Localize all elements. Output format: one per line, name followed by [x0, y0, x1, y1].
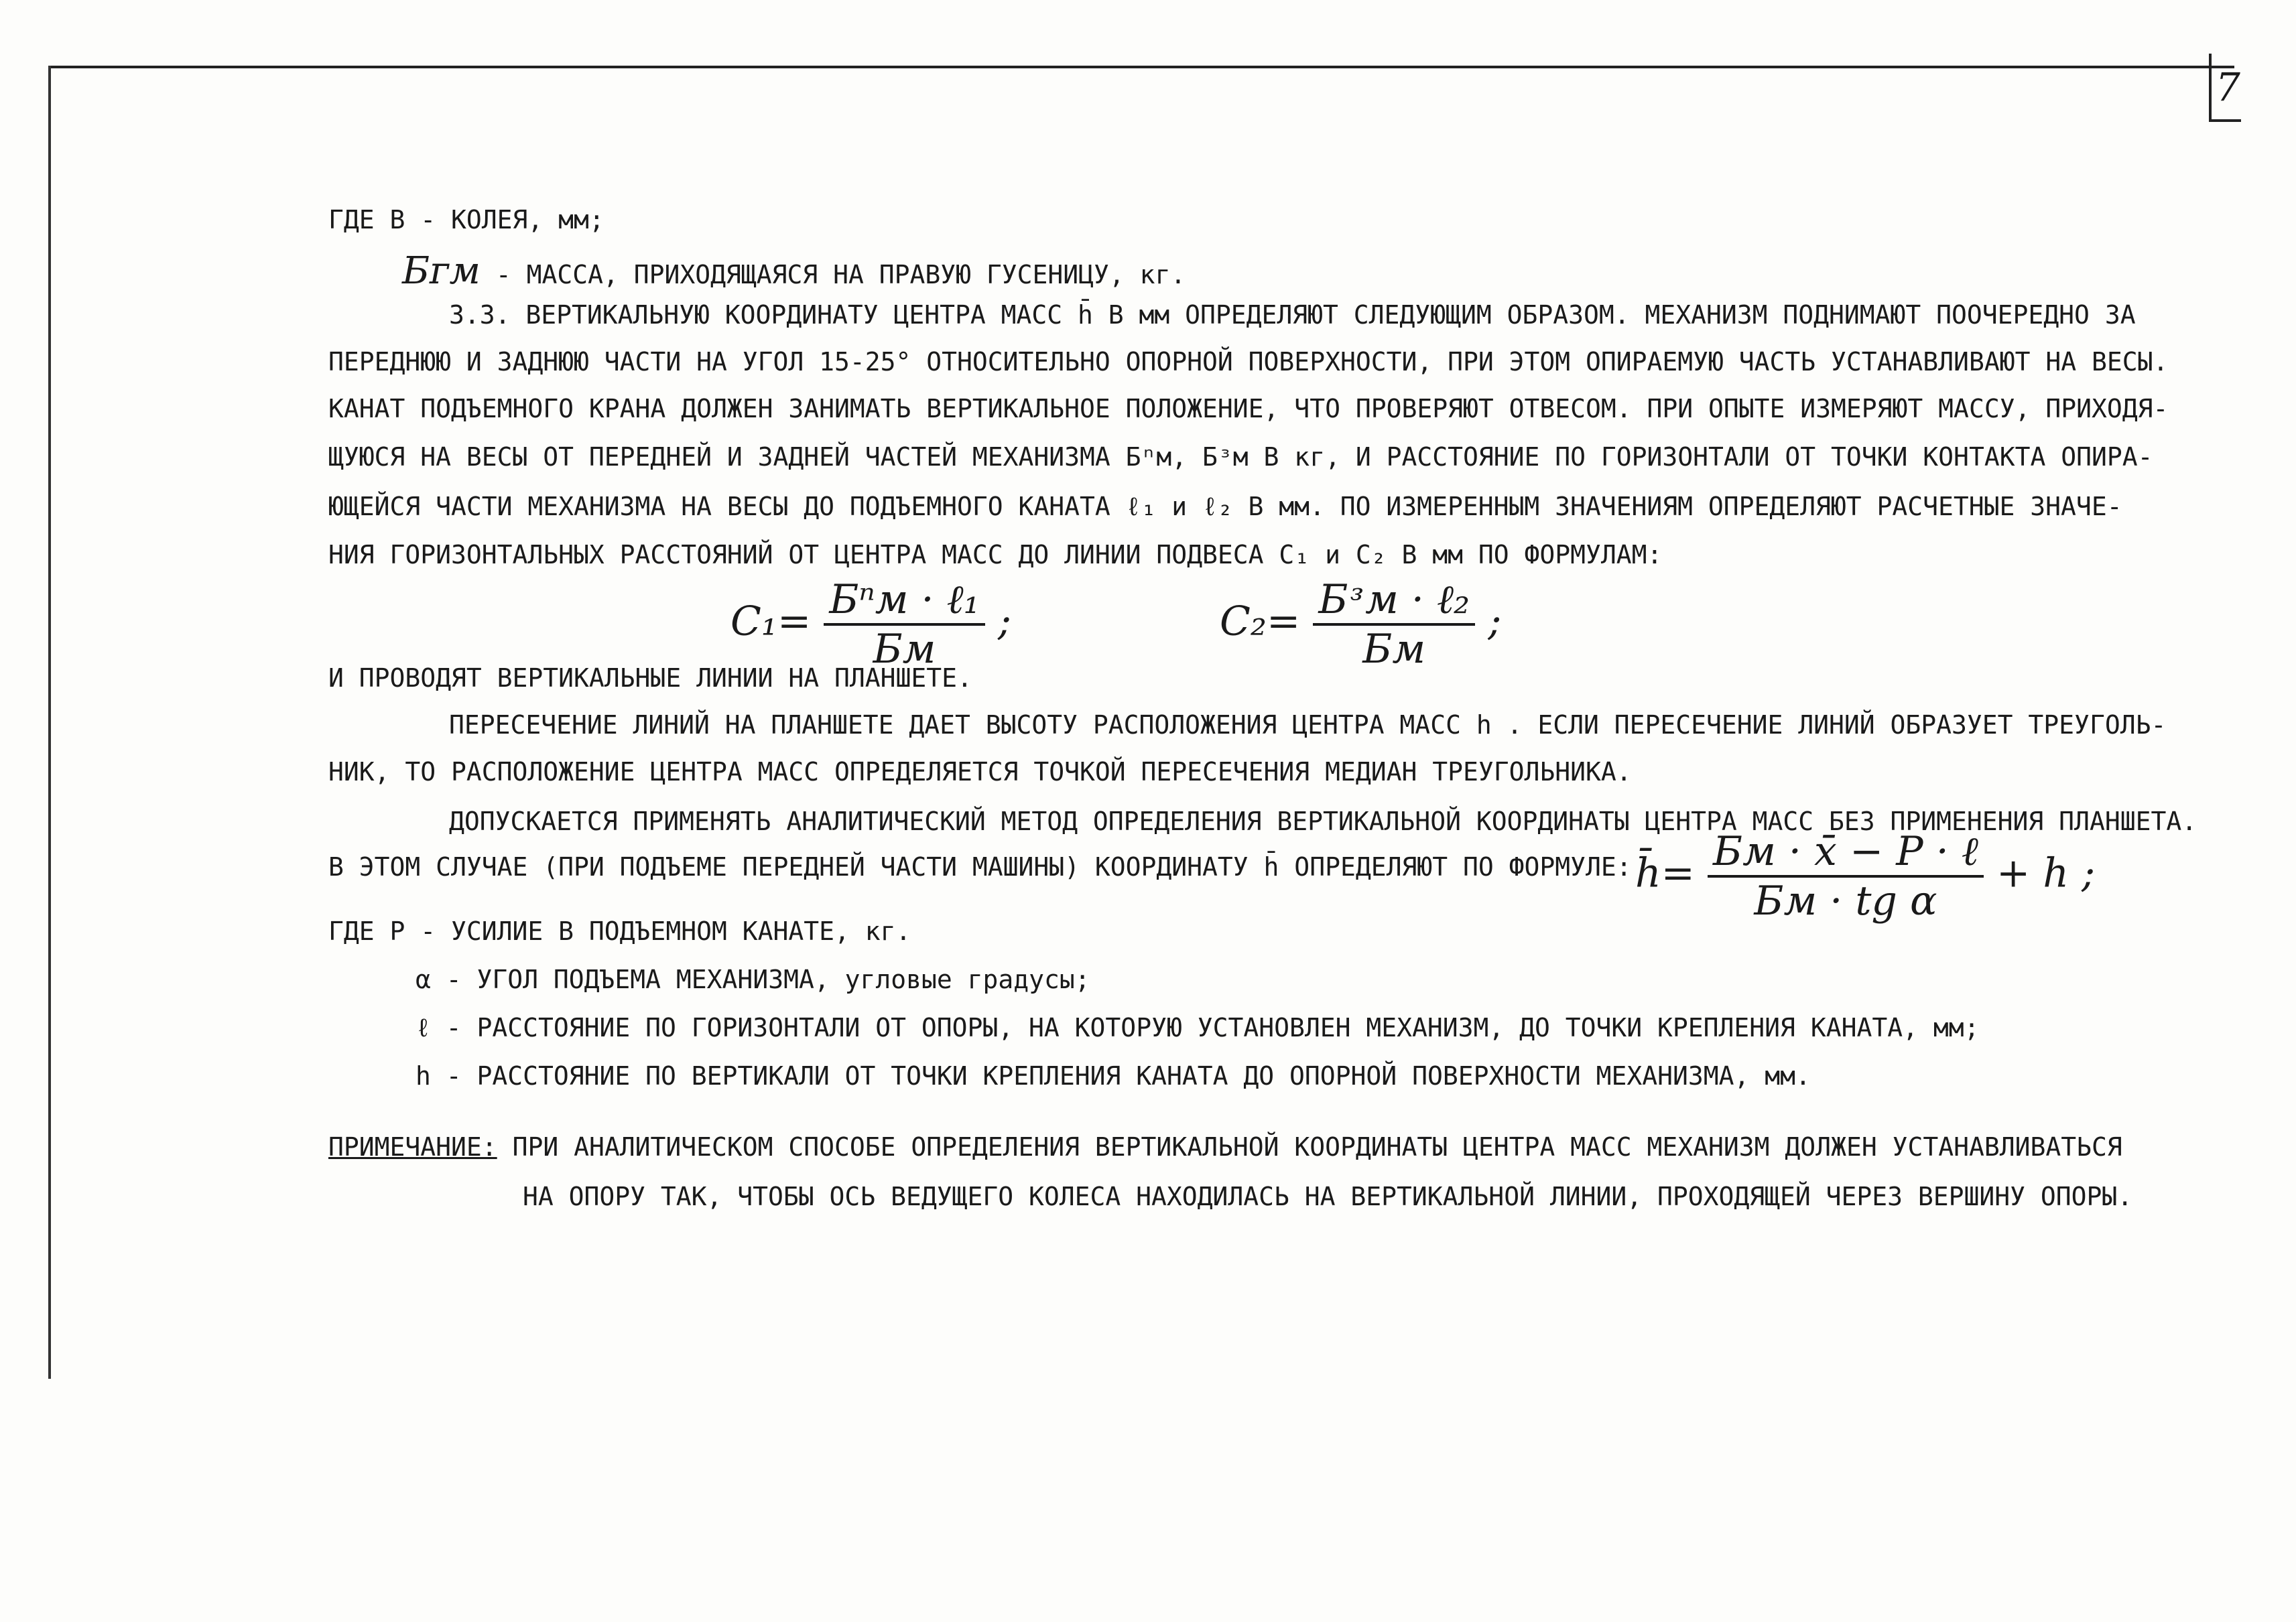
formula-c1-fraction [824, 576, 984, 673]
formula-c2 [1220, 576, 1501, 673]
note-line-2: НА ОПОРУ ТАК, ЧТОБЫ ОСЬ ВЕДУЩЕГО КОЛЕСА НАХОДИЛАСЬ НА ВЕРТИКАЛЬНОЙ ЛИНИИ, ПРОХОДЯЩЕЙ ЧЕРЕЗ ВЕРШИНУ ОПОРЫ. [523, 1182, 2133, 1211]
note-line-1 [328, 1132, 2122, 1162]
text-line-17: h - РАССТОЯНИЕ ПО ВЕРТИКАЛИ ОТ ТОЧКИ КРЕПЛЕНИЯ КАНАТА ДО ОПОРНОЙ ПОВЕРХНОСТИ МЕХАНИЗМА, мм. [416, 1061, 1811, 1091]
text-line-9: И ПРОВОДЯТ ВЕРТИКАЛЬНЫЕ ЛИНИИ НА ПЛАНШЕТЕ. [328, 663, 972, 693]
text-line-14: ГДЕ P - УСИЛИЕ В ПОДЪЕМНОМ КАНАТЕ, кг. [328, 917, 911, 946]
formula-h-denominator: Бм · tg α [1754, 878, 1937, 925]
mass-right-track-symbol: Бᴦм [402, 249, 481, 293]
formula-c1-lhs: C₁= [730, 598, 812, 645]
text-line-16: ℓ - РАССТОЯНИЕ ПО ГОРИЗОНТАЛИ ОТ ОПОРЫ, НА КОТОРУЮ УСТАНОВЛЕН МЕХАНИЗМ, ДО ТОЧКИ КРЕПЛЕНИЯ КАНАТА, мм; [416, 1013, 1980, 1042]
formula-h-tail: + h ; [1996, 850, 2096, 897]
text-line-2 [402, 249, 1186, 293]
formula-c2-fraction [1313, 576, 1475, 673]
page-number-box-underline [2209, 119, 2241, 122]
page-number: 7 [2216, 64, 2240, 110]
note-text-1: ПРИ АНАЛИТИЧЕСКОМ СПОСОБЕ ОПРЕДЕЛЕНИЯ ВЕРТИКАЛЬНОЙ КООРДИНАТЫ ЦЕНТРА МАСС МЕХАНИЗМ ДОЛЖЕН УСТАНАВЛИВАТЬСЯ [512, 1132, 2122, 1162]
formula-h-numerator: Бм · x̄ − P · ℓ [1708, 828, 1984, 878]
text-line-13: В ЭТОМ СЛУЧАЕ (ПРИ ПОДЪЕМЕ ПЕРЕДНЕЙ ЧАСТИ МАШИНЫ) КООРДИНАТУ h̄ ОПРЕДЕЛЯЮТ ПО ФОРМУЛЕ: [328, 852, 1632, 882]
text-line-1: ГДЕ В - КОЛЕЯ, мм; [328, 205, 604, 234]
text-line-12: ДОПУСКАЕТСЯ ПРИМЕНЯТЬ АНАЛИТИЧЕСКИЙ МЕТОД ОПРЕДЕЛЕНИЯ ВЕРТИКАЛЬНОЙ КООРДИНАТЫ ЦЕНТРА МАСС БЕЗ ПРИМЕНЕНИЯ ПЛАНШЕТА. [449, 807, 2197, 836]
text-line-2-body: - МАССА, ПРИХОДЯЩАЯСЯ НА ПРАВУЮ ГУСЕНИЦУ, кг. [495, 260, 1186, 289]
note-label: ПРИМЕЧАНИЕ: [328, 1132, 497, 1162]
formula-h-lhs: h̄= [1635, 850, 1695, 897]
text-line-7: ЮЩЕЙСЯ ЧАСТИ МЕХАНИЗМА НА ВЕСЫ ДО ПОДЪЕМНОГО КАНАТА ℓ₁ и ℓ₂ В мм. ПО ИЗМЕРЕННЫМ ЗНАЧЕНИЯМ ОПРЕДЕЛЯЮТ РАСЧЕТНЫЕ ЗНАЧЕ- [328, 492, 2122, 521]
formula-c2-numerator: Бᶟм · ℓ₂ [1313, 576, 1475, 626]
formula-h-fraction [1708, 828, 1984, 925]
text-line-3: 3.3. ВЕРТИКАЛЬНУЮ КООРДИНАТУ ЦЕНТРА МАСС h̄ В мм ОПРЕДЕЛЯЮТ СЛЕДУЮЩИМ ОБРАЗОМ. МЕХАНИЗМ ПОДНИМАЮТ ПООЧЕРЕДНО ЗА [449, 300, 2136, 330]
text-line-8: НИЯ ГОРИЗОНТАЛЬНЫХ РАССТОЯНИЙ ОТ ЦЕНТРА МАСС ДО ЛИНИИ ПОДВЕСА C₁ и C₂ В мм ПО ФОРМУЛАМ: [328, 540, 1663, 569]
frame-top-border [48, 66, 2234, 68]
text-line-10: ПЕРЕСЕЧЕНИЕ ЛИНИЙ НА ПЛАНШЕТЕ ДАЕТ ВЫСОТУ РАСПОЛОЖЕНИЯ ЦЕНТРА МАСС h . ЕСЛИ ПЕРЕСЕЧЕНИЕ ЛИНИЙ ОБРАЗУЕТ ТРЕУГОЛЬ- [449, 710, 2167, 740]
formula-h [1635, 828, 2095, 925]
text-line-11: НИК, ТО РАСПОЛОЖЕНИЕ ЦЕНТРА МАСС ОПРЕДЕЛЯЕТСЯ ТОЧКОЙ ПЕРЕСЕЧЕНИЯ МЕДИАН ТРЕУГОЛЬНИКА. [328, 757, 1632, 787]
formula-c1-tail: ; [997, 598, 1012, 645]
text-line-5: КАНАТ ПОДЪЕМНОГО КРАНА ДОЛЖЕН ЗАНИМАТЬ ВЕРТИКАЛЬНОЕ ПОЛОЖЕНИЕ, ЧТО ПРОВЕРЯЮТ ОТВЕСОМ. ПРИ ОПЫТЕ ИЗМЕРЯЮТ МАССУ, ПРИХОДЯ- [328, 394, 2169, 423]
formula-c2-lhs: C₂= [1220, 598, 1301, 645]
formula-c2-tail: ; [1488, 598, 1502, 645]
formula-c1 [730, 576, 1011, 673]
text-line-15: α - УГОЛ ПОДЪЕМА МЕХАНИЗМА, угловые градусы; [416, 965, 1090, 994]
text-line-4: ПЕРЕДНЮЮ И ЗАДНЮЮ ЧАСТИ НА УГОЛ 15-25° ОТНОСИТЕЛЬНО ОПОРНОЙ ПОВЕРХНОСТИ, ПРИ ЭТОМ ОПИРАЕМУЮ ЧАСТЬ УСТАНАВЛИВАЮТ НА ВЕСЫ. [328, 347, 2169, 377]
formula-c2-denominator: Бм [1362, 626, 1426, 673]
frame-left-border [48, 66, 51, 1379]
formula-c1-numerator: Бⁿм · ℓ₁ [824, 576, 984, 626]
formula-c1-denominator: Бм [873, 626, 936, 673]
text-line-6: ЩУЮСЯ НА ВЕСЫ ОТ ПЕРЕДНЕЙ И ЗАДНЕЙ ЧАСТЕЙ МЕХАНИЗМА Бⁿм, Бᶟм В кг, И РАССТОЯНИЕ ПО ГОРИЗОНТАЛИ ОТ ТОЧКИ КОНТАКТА ОПИРА- [328, 442, 2153, 472]
